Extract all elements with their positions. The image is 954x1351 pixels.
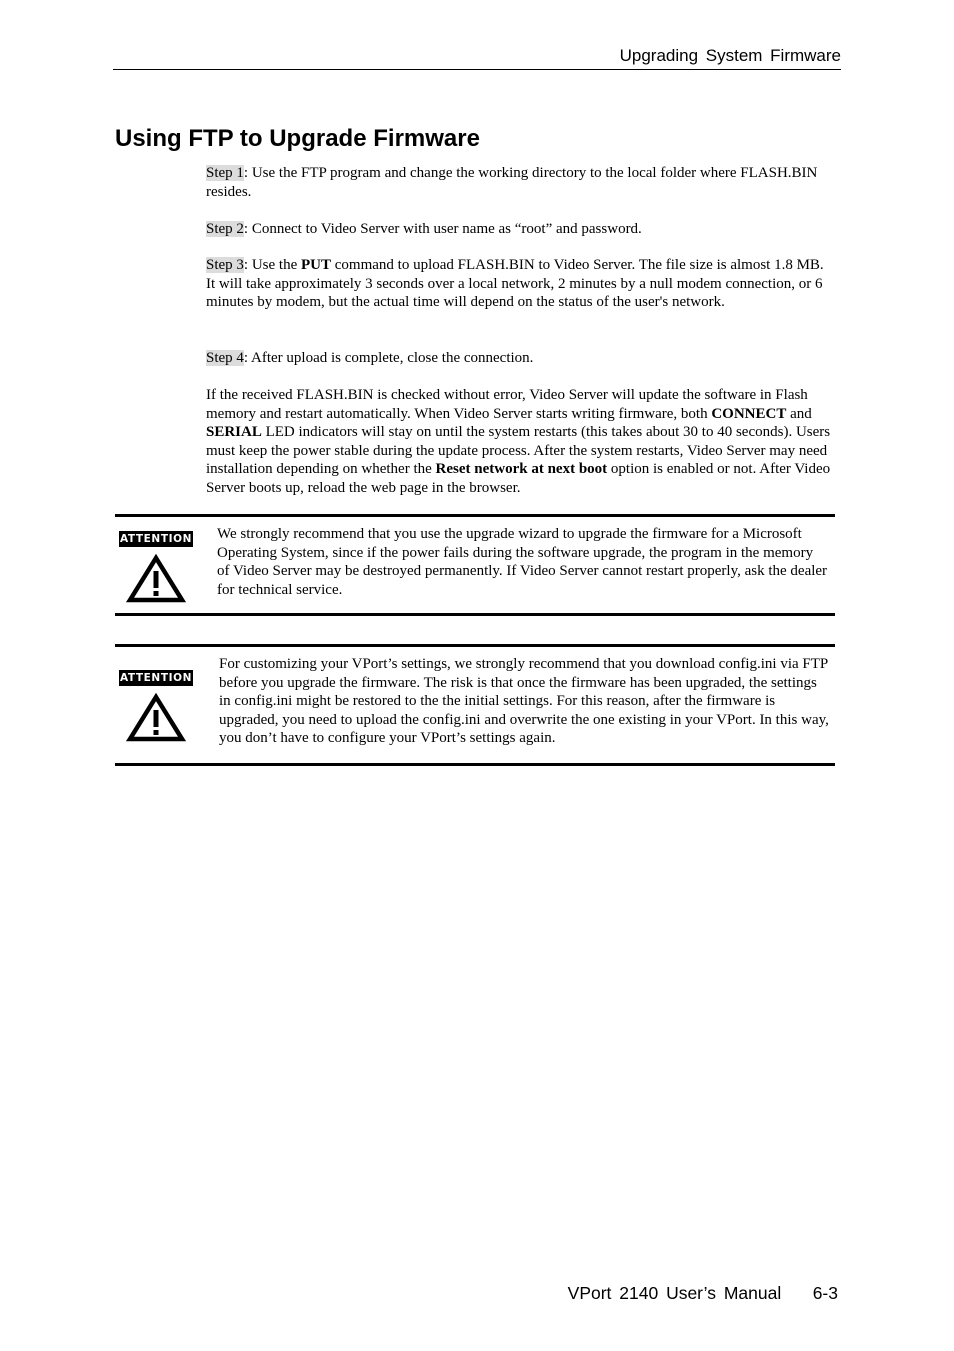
attention-notice-2 (115, 644, 835, 766)
step-2-label: Step 2 (206, 221, 244, 237)
step-1-text: : Use the FTP program and change the working directory to the local folder where FLASH.BIN resides. (206, 165, 818, 200)
page-footer (113, 1281, 838, 1305)
attention-block-2 (119, 670, 193, 743)
header-divider (113, 69, 841, 70)
reset-network-option: Reset network at next boot (435, 461, 608, 477)
attention-notice-1-text: We strongly recommend that you use the upgrade wizard to upgrade the firmware for a Microsoft Operating System, since if the power fails during the software upgrade, the program in the memory of Video Server may be destroyed permanently. If Video Server cannot restart properly, ask the dealer for technical service. (217, 526, 828, 598)
step-4-label: Step 4 (206, 350, 244, 366)
warning-icon (126, 693, 186, 743)
attention-badge-2: ATTENTION (119, 672, 193, 684)
step-4-paragraph (206, 349, 836, 368)
attention-block-1 (119, 531, 193, 604)
step-3-paragraph (206, 256, 836, 312)
attention-notice-1 (115, 514, 835, 616)
step-1-label: Step 1 (206, 165, 244, 181)
manual-title: VPort 2140 User’s Manual (567, 1283, 782, 1303)
serial-indicator-label: SERIAL (206, 424, 262, 440)
restart-info-text-2: and (786, 405, 812, 422)
attention-notice-2-text: For customizing your VPort’s settings, we strongly recommend that you download config.ini via FTP before you upgrade the firmware. The risk is that once the firmware has been upgraded, the settings in config.ini might be restored to the the initial settings. For this reason, after the firmware is upgraded, you need to upload the config.ini and overwrite the one existing in your VPort. In this way, you don’t have to configure your VPort’s settings again. (219, 656, 829, 746)
step-1-paragraph (206, 164, 836, 201)
page-number: 6-3 (812, 1283, 838, 1303)
restart-info-text-1: If the received FLASH.BIN is checked without error, Video Server will update the software in Flash memory and restart automatically. When Video Server starts writing firmware, both (206, 387, 808, 422)
restart-info-paragraph (206, 386, 836, 497)
restart-info-text-3: LED indicators will stay on until the system restarts (this takes about 30 to 40 seconds). Users must keep the power stable during the update process. After the system restarts, Video Server may need installation depending on whether the (206, 424, 831, 477)
connect-indicator-label: CONNECT (711, 405, 787, 422)
step-3-text-before: : Use the (243, 257, 301, 273)
step-3-text-after: command to upload FLASH.BIN to Video Server. The file size is almost 1.8 MB. It will take approximately 3 seconds over a local network, 2 minutes by a null modem connection, or 6 minutes by modem, but the actual time will depend on the status of the user's network. (206, 257, 824, 310)
warning-icon (126, 554, 186, 604)
step-2-paragraph (206, 220, 836, 239)
running-header: Upgrading System Firmware (619, 46, 841, 65)
put-command: PUT (301, 257, 331, 273)
section-title: Using FTP to Upgrade Firmware (115, 125, 480, 152)
step-4-text: : After upload is complete, close the connection. (243, 350, 534, 366)
step-2-text: : Connect to Video Server with user name as “root” and password. (243, 221, 642, 237)
attention-badge-1: ATTENTION (119, 533, 193, 545)
restart-info-text-4: option is enabled or not. After Video Server boots up, reload the web page in the browser. (206, 461, 831, 496)
step-3-label: Step 3 (206, 257, 244, 273)
